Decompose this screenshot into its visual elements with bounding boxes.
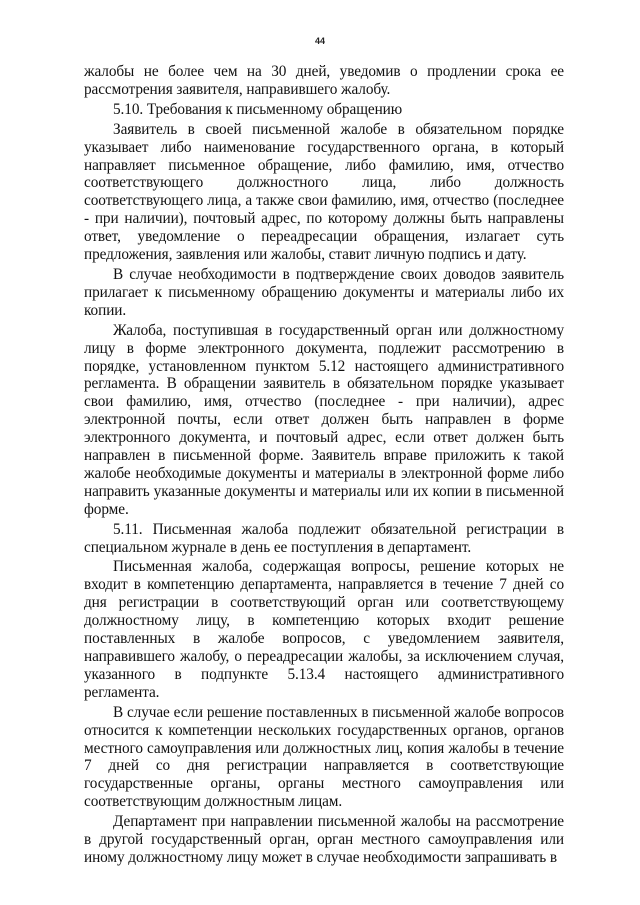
paragraph: Департамент при направлении письменной жалобы на рассмотрение в другой государственный орган, орган местного самоуправления или иному должностному лицу может в случае необходимости запрашивать в xyxy=(84,813,564,866)
page-number: 44 xyxy=(314,36,325,46)
paragraph-section-5-11: 5.11. Письменная жалоба подлежит обязательной регистрации в специальном журнале в день ее поступления в департамент. xyxy=(84,520,564,556)
paragraph: Письменная жалоба, содержащая вопросы, решение которых не входит в компетенцию департамента, направляется в течение 7 дней со дня регистрации в соответствующий орган или соответствующему должностному лицу, в компетенцию которых входит решение поставленных в жалобе вопросов, с уведомлением заявителя, направившего жалобу, о переадресации жалобы, за исключением случая, указанного в подпункте 5.13.4 настоящего административного регламента. xyxy=(84,558,564,701)
paragraph: Жалоба, поступившая в государственный орган или должностному лицу в форме электронного документа, подлежит рассмотрению в порядке, установленном пунктом 5.12 настоящего административного регламента. В обращении заявитель в обязательном порядке указывает свои фамилию, имя, отчество (последнее - при наличии), адрес электронной почты, если ответ должен быть направлен в форме электронного документа, и почтовый адрес, если ответ должен быть направлен в письменной форме. Заявитель вправе приложить к такой жалобе необходимые документы и материалы в электронной форме либо направить указанные документы и материалы или их копии в письменной форме. xyxy=(84,321,564,518)
page-body xyxy=(84,63,564,869)
paragraph: В случае необходимости в подтверждение своих доводов заявитель прилагает к письменному обращению документы и материалы либо их копии. xyxy=(84,265,564,319)
section-heading-5-10: 5.10. Требования к письменному обращению xyxy=(113,100,403,118)
paragraph: В случае если решение поставленных в письменной жалобе вопросов относится к компетенции нескольких государственных органов, органов местного самоуправления или должностных лиц, копия жалобы в течение 7 дней со дня регистрации направляется в соответствующие государственные органы, органы местного самоуправления или соответствующим должностным лицам. xyxy=(84,703,564,811)
paragraph: Заявитель в своей письменной жалобе в обязательном порядке указывает либо наименование государственного органа, в который направляет письменное обращение, либо фамилию, имя, отчество соответствующего должностного лица, либо должность соответствующего лица, а также свои фамилию, имя, отчество (последнее - при наличии), почтовый адрес, по которому должны быть направлены ответ, уведомление о переадресации обращения, излагает суть предложения, заявления или жалобы, ставит личную подпись и дату. xyxy=(84,120,564,264)
paragraph-continuation: жалобы не более чем на 30 дней, уведомив о продлении срока ее рассмотрения заявителя, направившего жалобу. xyxy=(84,63,564,98)
